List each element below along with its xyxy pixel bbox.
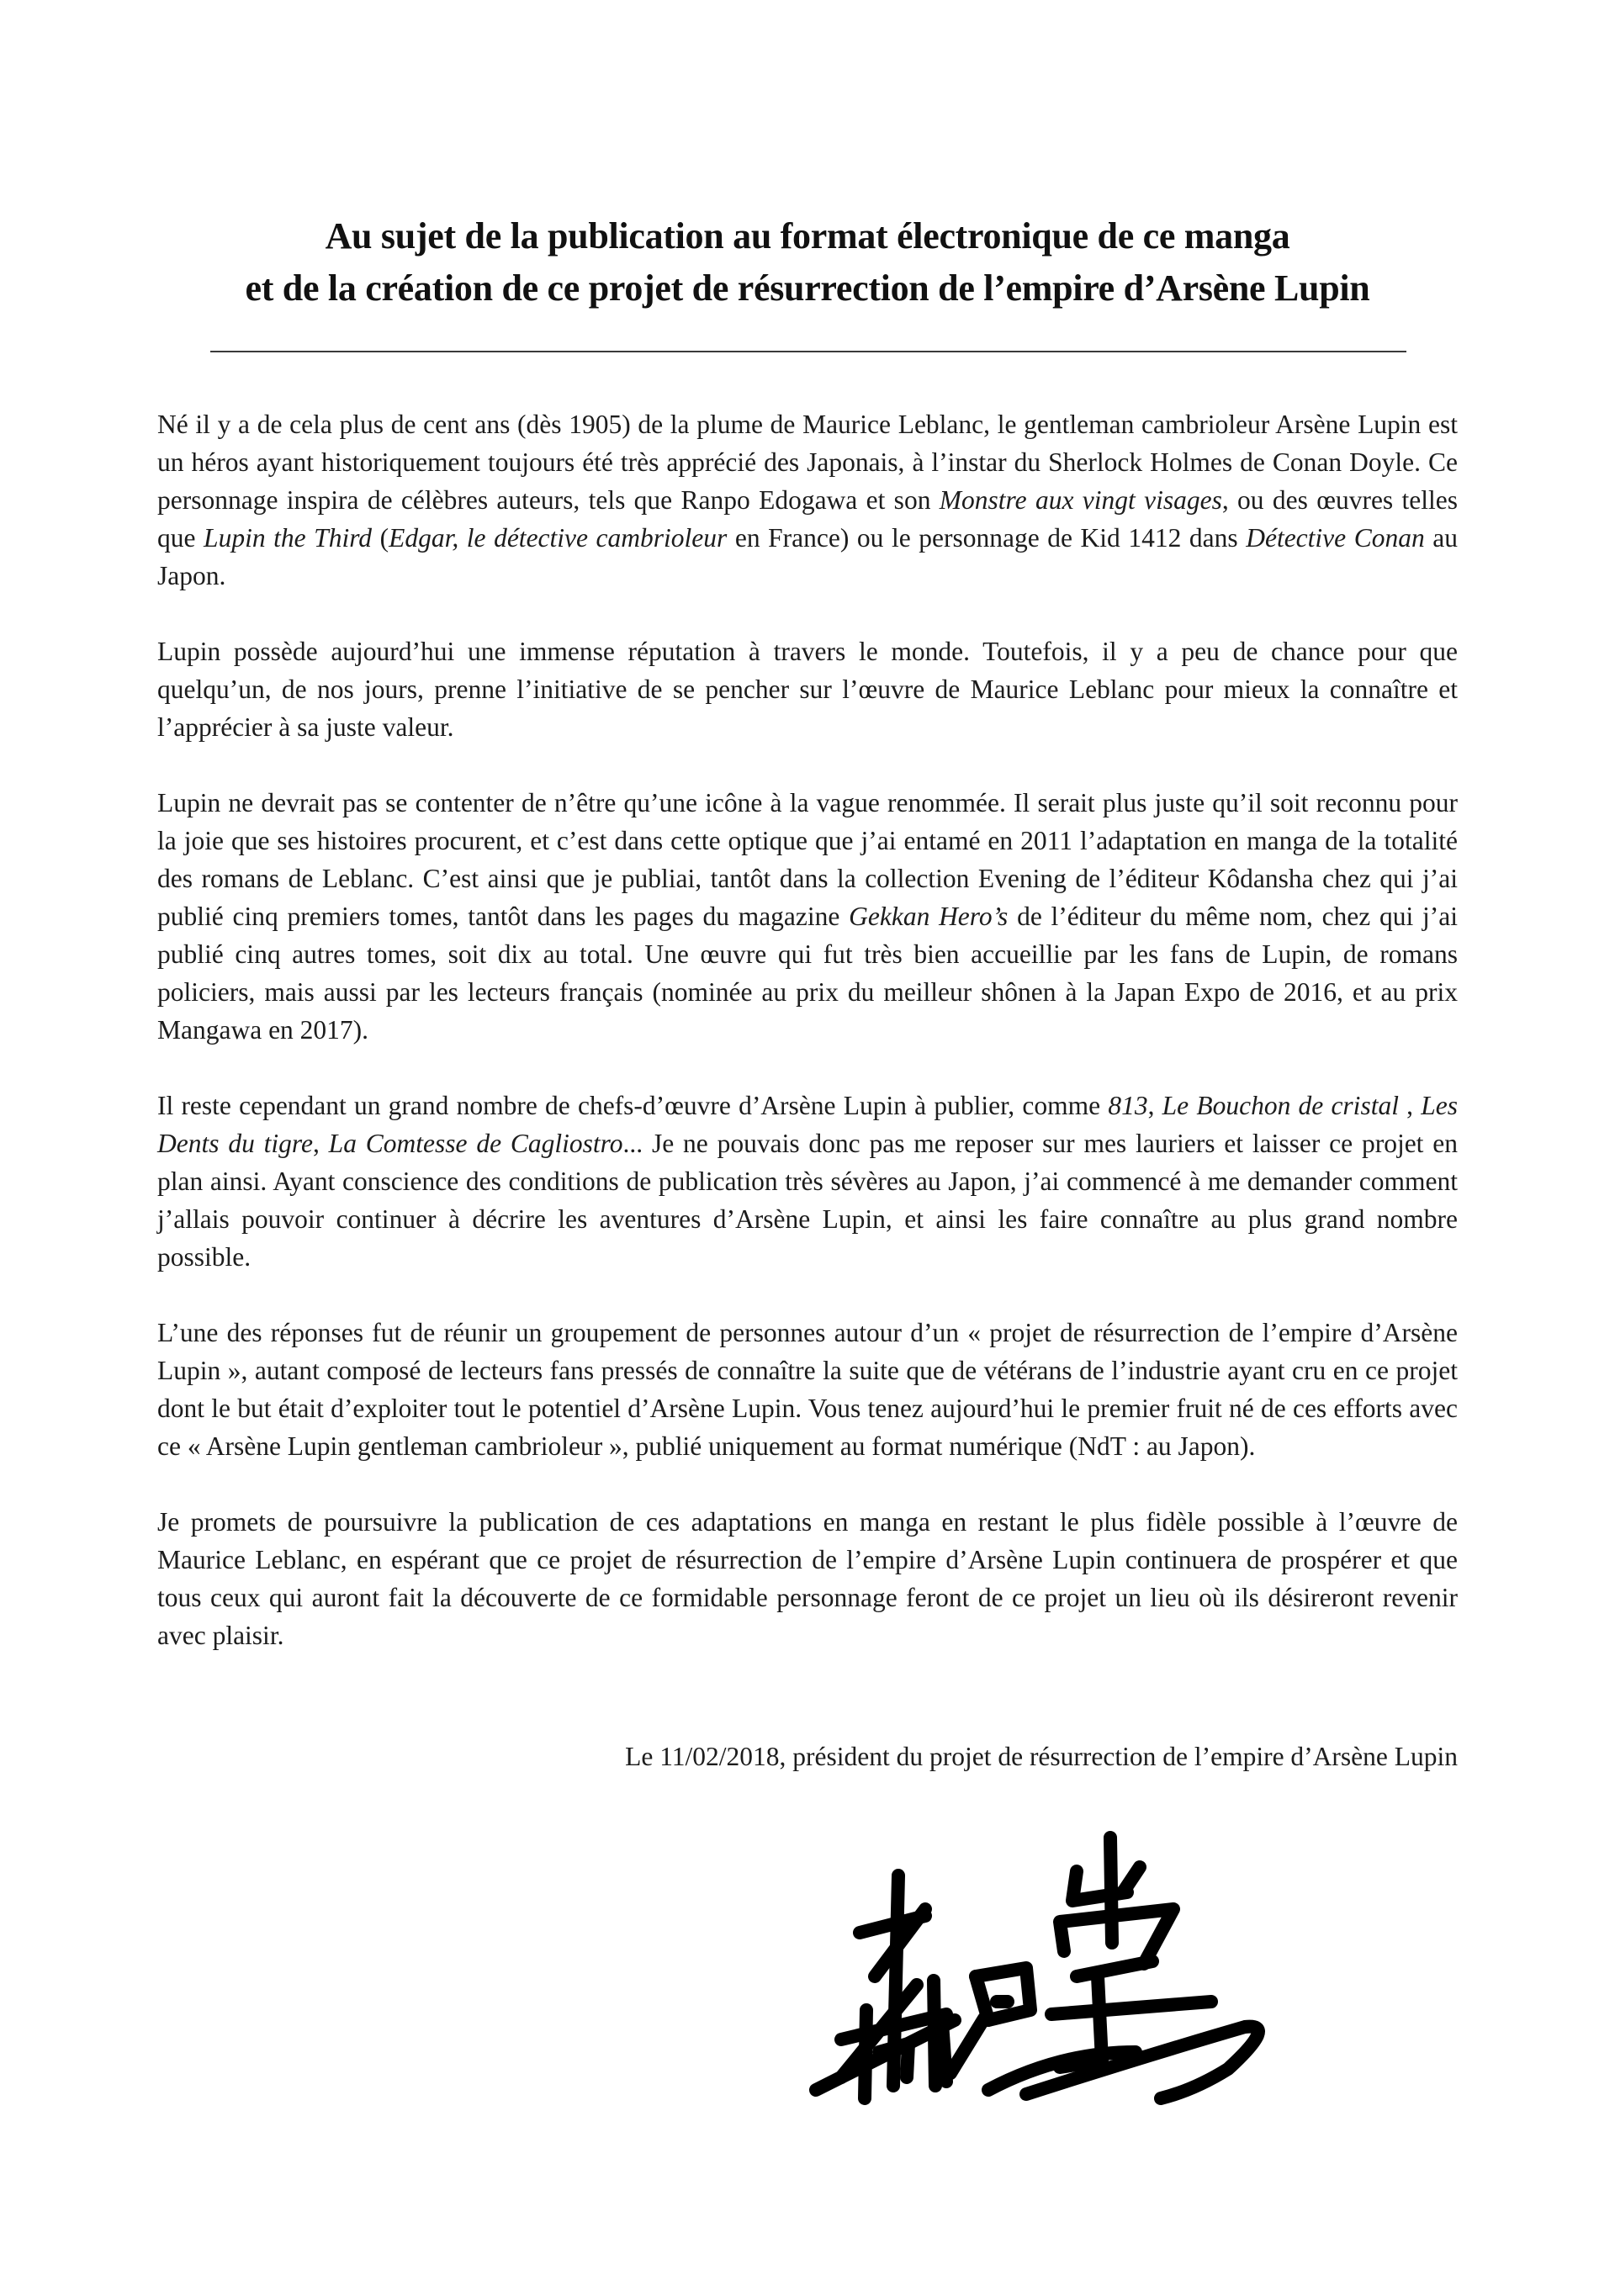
italic-title-run: 813 — [1108, 1091, 1148, 1120]
italic-title-run: Monstre aux vingt visages — [939, 485, 1222, 515]
text-run: , — [1398, 1091, 1422, 1120]
text-run: Il reste cependant un grand nombre de chefs-d’œuvre d’Arsène Lupin à publier, comme — [157, 1091, 1109, 1120]
text-run: Lupin possède aujourd’hui une immense réputation à travers le monde. Toutefois, il y a peu de chance pour que quelqu’un, de nos jours, prenne l’initiative de se pencher sur l’œuvre de Maurice Leblanc pour mieux la connaître et l’apprécier à sa juste valeur. — [157, 637, 1458, 742]
text-run: , ou des œuvres telles que — [157, 485, 1458, 553]
italic-title-run: Edgar, le détective cambrioleur — [389, 523, 728, 553]
closing-line: Le 11/02/2018, président du projet de résurrection de l’empire d’Arsène Lupin — [625, 1742, 1458, 1771]
paragraph — [157, 632, 1458, 746]
text-run: au Japon. — [157, 523, 1458, 590]
text-run: Né il y a de cela plus de cent ans (dès 1905) de la plume de Maurice Leblanc, le gentleman cambrioleur Arsène Lupin est un héros ayant historiquement toujours été très apprécié des Japonais, à l’instar du Sherlock Holmes de Conan Doyle. Ce personnage inspira de célèbres auteurs, tels que Ranpo Edogawa et son — [157, 410, 1458, 515]
italic-title-run: Le Bouchon de cristal — [1162, 1091, 1399, 1120]
text-run: , — [312, 1129, 329, 1158]
text-run: Lupin ne devrait pas se contenter de n’être qu’une icône à la vague renommée. Il serait plus juste qu’il soit reconnu pour la joie que ses histoires procurent, et c’est dans cette optique que j’ai entamé en 2011 l’adaptation en manga de la totalité des romans de Leblanc. C’est ainsi que je publiai, tantôt dans la collection Evening de l’éditeur Kôdansha chez qui j’ai publié cinq premiers tomes, tantôt dans les pages du magazine — [157, 788, 1458, 931]
italic-title-run: Les Dents du tigre — [157, 1091, 1458, 1158]
italic-title-run: Détective Conan — [1246, 523, 1425, 553]
text-run: de l’éditeur du même nom, chez qui j’ai publié cinq autres tomes, soit dix au total. Une œuvre qui fut très bien accueillie par les fans de Lupin, de romans policiers, mais aussi par les lecteurs français (nominée au prix du meilleur shônen à la Japan Expo de 2016, et au prix Mangawa en 2017). — [157, 902, 1458, 1045]
text-run: ( — [372, 523, 389, 553]
paragraph — [157, 1503, 1458, 1654]
paragraph — [157, 405, 1458, 595]
italic-title-run: La Comtesse de Cagliostro — [328, 1129, 623, 1158]
title-divider — [210, 351, 1406, 352]
text-run: ... Je ne pouvais donc pas me reposer sur mes lauriers et laisser ce projet en plan ainsi. Ayant conscience des conditions de publication très sévères au Japon, j’ai commencé à me demander comment j’allais pouvoir continuer à décrire les aventures d’Arsène Lupin, et ainsi les faire connaître au plus grand nombre possible. — [157, 1129, 1458, 1272]
text-run: en France) ou le personnage de Kid 1412 dans — [727, 523, 1247, 553]
text-run: Je promets de poursuivre la publication de ces adaptations en manga en restant le plus fidèle possible à l’œuvre de Maurice Leblanc, en espérant que ce projet de résurrection de l’empire d’Arsène Lupin continuera de prospérer et que tous ceux qui auront fait la découverte de ce formidable personnage feront de ce projet un lieu où ils désireront revenir avec plaisir. — [157, 1507, 1458, 1650]
paragraph — [157, 1087, 1458, 1276]
text-run: L’une des réponses fut de réunir un groupement de personnes autour d’un « projet de résurrection de l’empire d’Arsène Lupin », autant composé de lecteurs fans pressés de connaître la suite que de vétérans de l’industrie ayant cru en ce projet dont le but était d’exploiter tout le potentiel d’Arsène Lupin. Vous tenez aujourd’hui le premier fruit né de ces efforts avec ce « Arsène Lupin gentleman cambrioleur », publié uniquement au format numérique (NdT : au Japon). — [157, 1318, 1458, 1461]
paragraph — [157, 784, 1458, 1049]
text-run: , — [1147, 1091, 1162, 1120]
signature-icon — [808, 1800, 1447, 2187]
paragraph — [157, 1314, 1458, 1465]
page-title — [0, 210, 1615, 315]
title-line: et de la création de ce projet de résurrection de l’empire d’Arsène Lupin — [245, 267, 1370, 309]
title-line: Au sujet de la publication au format électronique de ce manga — [325, 215, 1290, 257]
italic-title-run: Gekkan Hero’s — [849, 902, 1009, 931]
italic-title-run: Lupin the Third — [204, 523, 373, 553]
body-text — [157, 405, 1458, 1692]
